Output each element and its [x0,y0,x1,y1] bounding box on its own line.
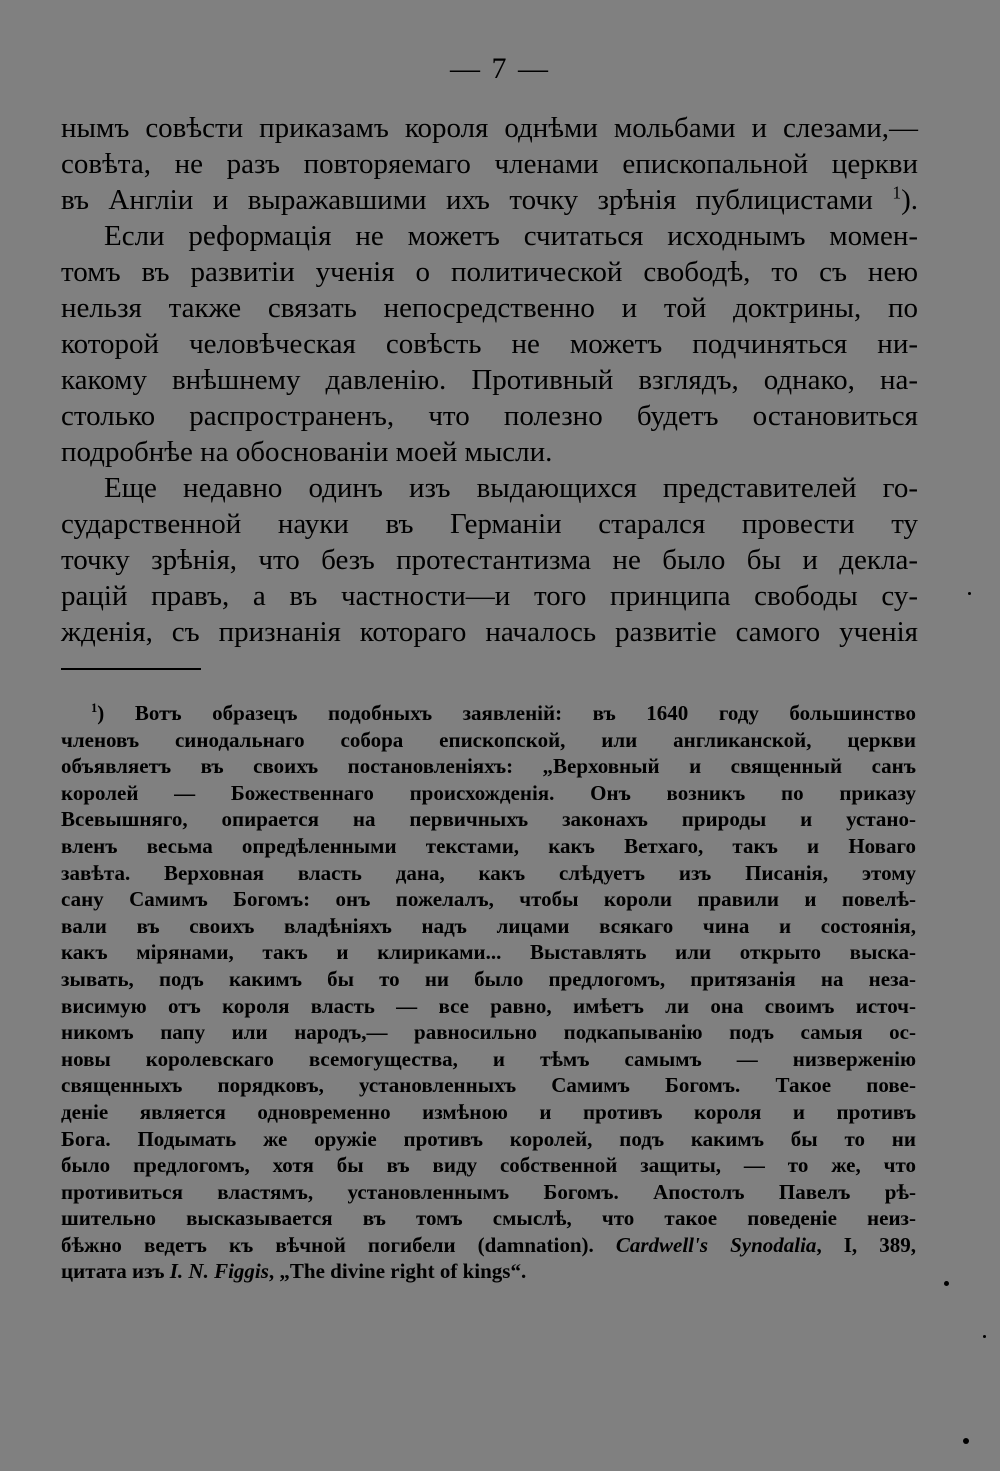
text-line [61,182,918,218]
text-line: точку зрѣнія, что безъ протестантизма не было бы и декла- [61,544,918,576]
text-line: совѣта, не разъ повторяемаго членами епископальной церкви [61,148,918,180]
footnote-line: деніе является одновременно измѣною и противъ короля и противъ [61,1099,916,1124]
text-line: рацій правъ, а въ частности—и того принципа свободы су- [61,580,918,612]
footnote-marker: 1 [91,701,98,715]
footnote-line: шительно высказывается въ томъ смыслѣ, что такое поведеніе неиз- [61,1206,916,1231]
footnote-line: священныхъ порядковъ, установленныхъ Самимъ Богомъ. Такое пове- [61,1073,916,1098]
footnote-line: какъ мірянами, такъ и клириками... Выставлять или открыто выска- [61,940,916,965]
footnotes [61,700,916,1285]
text-line: томъ въ развитіи ученія о политической свободѣ, то съ нею [61,256,918,288]
scan-speck [983,1335,986,1338]
footnote-line: вали въ своихъ владѣніяхъ надъ лицами всякаго чина и состоянія, [61,913,916,938]
footnote-line: никомъ папу или народъ,— равносильно подкапыванію подъ самыя ос- [61,1020,916,1045]
footnote-line: противиться властямъ, установленнымъ Богомъ. Апостолъ Павелъ рѣ- [61,1179,916,1204]
text-line: подробнѣе на обоснованіи моей мысли. [61,436,553,468]
footnote-line: сану Самимъ Богомъ: онъ пожелалъ, чтобы короли правили и повелѣ- [61,887,916,912]
citation-prefix: цитата изъ [61,1259,165,1284]
scan-speck [968,592,971,595]
footnote-line [61,1258,916,1285]
citation-author: I. N. Figgis [169,1259,269,1284]
footnote-separator [61,668,201,670]
footnote-line-content: бѣжно ведетъ къ вѣчной погибели (damnation). [61,1232,594,1257]
footnote-line [61,1232,916,1259]
text-line: столько распространенъ, что полезно будетъ остановиться [61,400,918,432]
footnote-line: членовъ синодальнаго собора епископской, или англиканской, церкви [61,727,916,752]
footnote-line: Бога. Подымать же оружіе противъ королей, подъ какимъ бы то ни [61,1126,916,1151]
text-line: Еще недавно одинъ изъ выдающихся представителей го- [104,472,918,504]
footnote-reference-suffix: ). [901,184,919,216]
footnote-line: вленъ весьма опредѣленными текстами, какъ Ветхаго, такъ и Новаго [61,833,916,858]
text-line-content: въ Англіи и выражавшими ихъ точку зрѣнія публицистами [61,184,873,216]
text-line: жденія, съ признанія котораго началось развитіе самого ученія [61,616,918,648]
citation-work: , „The divine right of kings“. [268,1259,527,1284]
text-line: нымъ совѣсти приказамъ короля однѣми мольбами и слезами,— [61,112,918,144]
footnote-reference: 1 [892,182,902,203]
footnote-line: было предлогомъ, хотя бы въ виду собственной защиты, — то же, что [61,1153,916,1178]
text-line: нельзя также связать непосредственно и той доктрины, по [61,292,918,324]
footnote-line: королей — Божественнаго происхожденія. Онъ возникъ по приказу [61,780,916,805]
citation-reference: , I, 389, [816,1232,916,1257]
footnote-line: завѣта. Верховная власть дана, какъ слѣдуетъ изъ Писанія, этому [61,860,916,885]
footnote-line: новы королевскаго всемогущества, и тѣмъ самымъ — низверженію [61,1046,916,1071]
footnote-line-content: ) Вотъ образецъ подобныхъ заявленій: въ 1640 году большинство [97,701,916,725]
scan-speck [963,1438,969,1444]
text-line: сударственной науки въ Германіи старался провести ту [61,508,918,540]
scan-speck [944,1281,949,1286]
text-line: которой человѣческая совѣсть не можетъ подчиняться ни- [61,328,918,360]
footnote-line: Всевышняго, опирается на первичныхъ законахъ природы и устано- [61,807,916,832]
footnote-line [61,700,916,727]
footnote-line: объявляетъ въ своихъ постановленіяхъ: „Верховный и священный санъ [61,754,916,779]
main-text [61,110,918,650]
text-line: какому внѣшнему давленію. Противный взглядъ, однако, на- [61,364,918,396]
text-line: Если реформація не можетъ считаться исходнымъ момен- [104,220,918,252]
footnote-line: зывать, подъ какимъ бы то ни было предлогомъ, притязанія на неза- [61,966,916,991]
footnote-line: висимую отъ короля власть — все равно, имѣетъ ли она своимъ источ- [61,993,916,1018]
citation-title: Cardwell's Synodalia [615,1232,817,1257]
page-number: — 7 — [450,52,550,85]
